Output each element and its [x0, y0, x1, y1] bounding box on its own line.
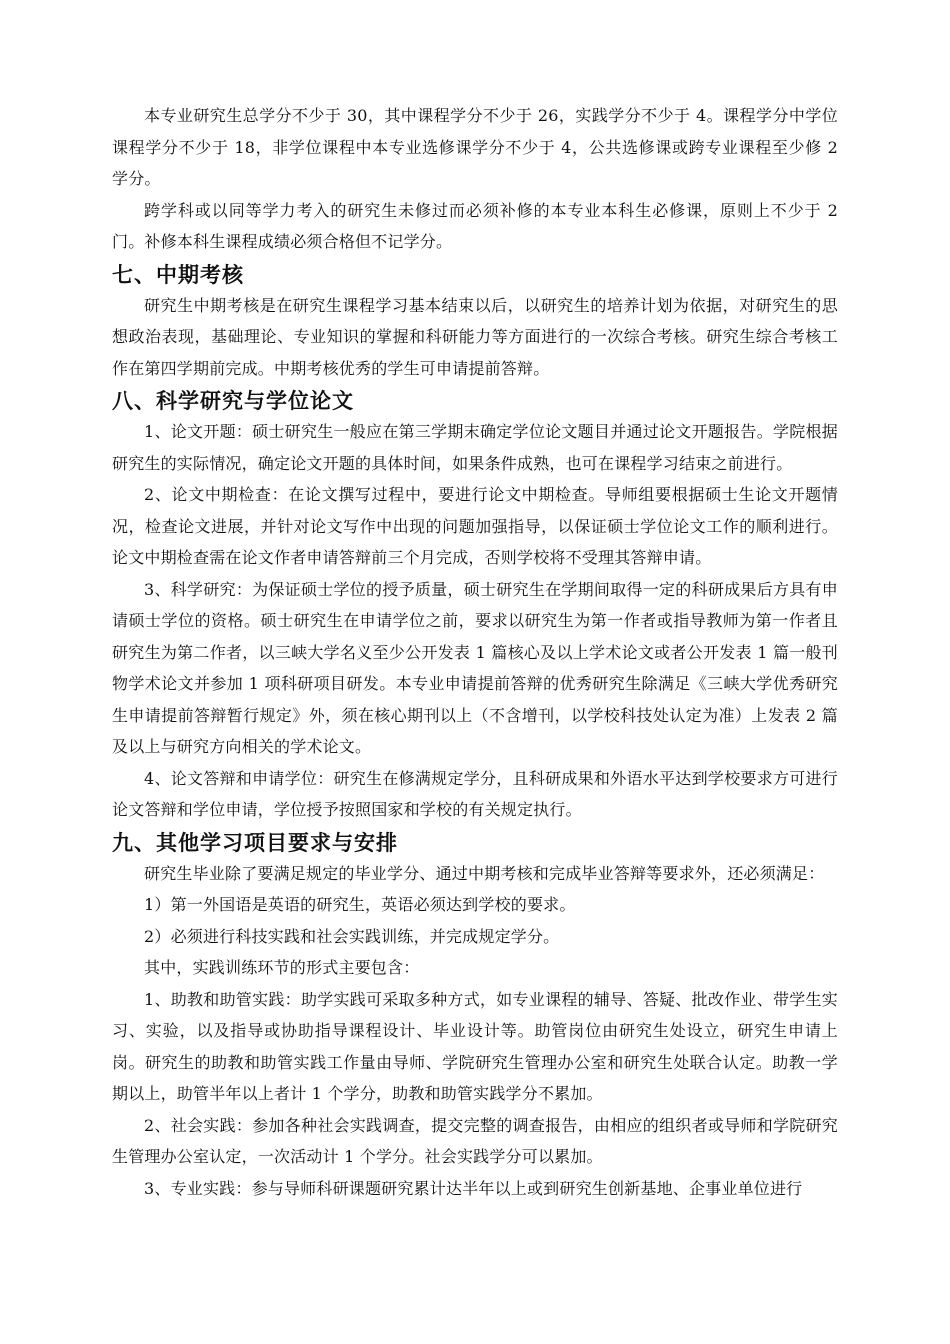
midterm-assessment-paragraph: 研究生中期考核是在研究生课程学习基本结束以后，以研究生的培养计划为依据，对研究生的思想政治表现，基础理论、专业知识的掌握和科研能力等方面进行的一次综合考核。研究生综合考核工作在第四学期前完成。中期考核优秀的学生可申请提前答辩。 [112, 295, 838, 378]
practice-requirement-item: 2）必须进行科技实践和社会实践训练，并完成规定学分。 [144, 926, 560, 946]
professional-practice-paragraph: 3、专业实践：参与导师科研课题研究累计达半年以上或到研究生创新基地、企事业单位进行 [144, 1178, 803, 1198]
practice-forms-intro: 其中，实践训练环节的形式主要包含： [144, 958, 420, 977]
english-requirement-item: 1）第一外国语是英语的研究生，英语必须达到学校的要求。 [144, 895, 576, 914]
section-7-heading: 七、中期考核 [112, 262, 244, 287]
teaching-assistant-paragraph: 1、助教和助管实践：助学实践可采取多种方式，如专业课程的辅导、答疑、批改作业、带学生实习、实验，以及指导或协助指导课程设计、毕业设计等。助管岗位由研究生处设立，研究生申请上岗。研究生的助教和助管实践工作量由导师、学院研究生管理办公室和研究生处联合认定。助教一学期以上，助管半年以上者计 1 个学分，助教和助管实践学分不累加。 [112, 989, 838, 1103]
graduation-requirements-paragraph: 研究生毕业除了要满足规定的毕业学分、通过中期考核和完成毕业答辩等要求外，还必须满足： [144, 863, 825, 883]
thesis-proposal-paragraph: 1、论文开题：硕士研究生一般应在第三学期末确定学位论文题目并通过论文开题报告。学院根据研究生的实际情况，确定论文开题的具体时间，如果条件成熟，也可在课程学习结束之前进行。 [112, 422, 838, 473]
thesis-midterm-check-paragraph: 2、论文中期检查：在论文撰写过程中，要进行论文中期检查。导师组要根据硕士生论文开题情况，检查论文进展，并针对论文写作中出现的问题加强指导，以保证硕士学位论文工作的顺利进行。论文中期检查需在论文作者申请答辩前三个月完成，否则学校将不受理其答辩申请。 [112, 485, 838, 567]
section-8-heading: 八、科学研究与学位论文 [112, 389, 354, 413]
credit-requirement-paragraph: 本专业研究生总学分不少于 30，其中课程学分不少于 26，实践学分不少于 4。课程学分中学位课程学分不少于 18，非学位课程中本专业选修课学分不少于 4，公共选修课或跨专业课程至少修 2 学分。 [112, 106, 838, 188]
supplementary-course-paragraph: 跨学科或以同等学力考入的研究生未修过而必须补修的本专业本科生必修课，原则上不少于 2 门。补修本科生课程成绩必须合格但不记学分。 [112, 200, 838, 251]
section-9-heading: 九、其他学习项目要求与安排 [112, 830, 398, 855]
thesis-defense-paragraph: 4、论文答辩和申请学位：研究生在修满规定学分，且科研成果和外语水平达到学校要求方可进行论文答辩和学位申请，学位授予按照国家和学校的有关规定执行。 [112, 768, 838, 819]
scientific-research-paragraph: 3、科学研究：为保证硕士学位的授予质量，硕士研究生在学期间取得一定的科研成果后方具有申请硕士学位的资格。硕士研究生在申请学位之前，要求以研究生为第一作者或指导教师为第一作者且研究生为第二作者，以三峡大学名义至少公开发表 1 篇核心及以上学术论文或者公开发表 1 篇一般刊物学术论文并参加 1 项科研项目研发。本专业申请提前答辩的优秀研究生除满足《三峡大学优秀研究生申请提前答辩暂行规定》外，须在核心期刊以上（不含增刊，以学校科技处认定为准）上发表 2 篇及以上与研究方向相关的学术论文。 [112, 579, 838, 756]
social-practice-paragraph: 2、社会实践：参加各种社会实践调查，提交完整的调查报告，由相应的组织者或导师和学院研究生管理办公室认定，一次活动计 1 个学分。社会实践学分可以累加。 [112, 1115, 838, 1166]
